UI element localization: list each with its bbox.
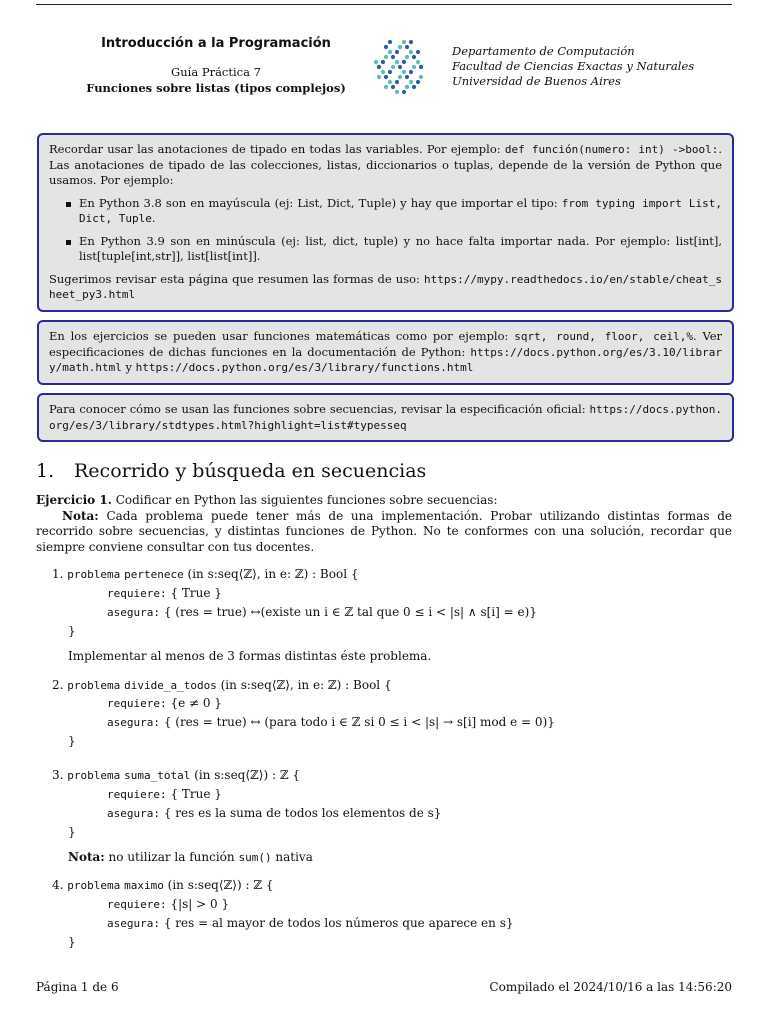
problem-4-close: } bbox=[68, 935, 76, 949]
requires-keyword: requiere: bbox=[107, 788, 167, 801]
exercise-text: Codificar en Python las siguientes funciones sobre secuencias: bbox=[115, 493, 498, 507]
section-title: Recorrido y búsqueda en secuencias bbox=[74, 460, 427, 482]
problem-4-signature bbox=[52, 878, 274, 892]
math-functions-text bbox=[49, 329, 722, 376]
math-doc-link[interactable]: https://docs.python.org/es/3.10/library/math.html bbox=[49, 345, 722, 374]
problem-keyword: problema bbox=[67, 679, 121, 692]
problem-keyword: problema bbox=[67, 769, 121, 782]
problem-2-close: } bbox=[68, 734, 76, 748]
bullet-python38-end: . bbox=[151, 211, 156, 225]
section-number: 1. bbox=[36, 460, 55, 482]
problem-1-close: } bbox=[68, 624, 76, 638]
problem-3-ensures-value: { res es la suma de todos los elementos de s} bbox=[163, 806, 442, 820]
problem-3-note-end: nativa bbox=[271, 850, 313, 864]
department-name: Departamento de Computación bbox=[452, 44, 635, 58]
problem-1-note: Implementar al menos de 3 formas distintas éste problema. bbox=[68, 649, 432, 663]
university-logo bbox=[372, 38, 428, 98]
guide-subtitle: Funciones sobre listas (tipos complejos) bbox=[86, 81, 346, 95]
problem-3-note-code: sum() bbox=[238, 851, 272, 864]
bullet-python38-code: from typing import List, Dict, Tuple bbox=[79, 196, 722, 225]
requires-keyword: requiere: bbox=[107, 898, 167, 911]
problem-3-note bbox=[68, 850, 313, 864]
header-right bbox=[452, 44, 694, 89]
problem-2-params: (in s:seq⟨ℤ⟩, in e: ℤ) : Bool { bbox=[216, 678, 392, 692]
exercise-statement bbox=[36, 493, 732, 509]
cheatsheet-link[interactable]: https://mypy.readthedocs.io/en/stable/cheat_sheet_py3.html bbox=[49, 272, 722, 301]
math-text-b: . Ver especificaciones de dichas funciones en la documentación de Python: bbox=[49, 329, 723, 359]
ensures-keyword: asegura: bbox=[107, 716, 160, 729]
cheatsheet-suggestion bbox=[49, 272, 722, 303]
problem-3-name: suma_total bbox=[124, 769, 191, 782]
bullet-python38 bbox=[79, 196, 722, 227]
ensures-keyword: asegura: bbox=[107, 917, 160, 930]
problem-2-name: divide_a_todos bbox=[124, 679, 217, 692]
problem-4-requires-value: {|s| > 0 } bbox=[170, 897, 230, 911]
sequences-text bbox=[49, 402, 722, 433]
problem-4-requires bbox=[107, 897, 229, 911]
exercise-intro bbox=[36, 493, 732, 555]
problem-2-signature bbox=[52, 678, 392, 692]
typing-intro-text: Recordar usar las anotaciones de tipado en todas las variables. Por ejemplo: bbox=[49, 142, 505, 156]
problem-2-ensures-value: { (res = true) ↔ (para todo i ∈ ℤ si 0 ≤ i < |s| → s[i] mod e = 0)} bbox=[163, 715, 555, 729]
exercise-note bbox=[36, 509, 732, 556]
problem-4-name: maximo bbox=[124, 879, 164, 892]
problem-3-requires-value: { True } bbox=[170, 787, 222, 801]
problem-1-requires bbox=[107, 586, 222, 600]
requires-keyword: requiere: bbox=[107, 587, 167, 600]
header-left bbox=[86, 36, 346, 95]
section-heading bbox=[36, 460, 426, 482]
problem-3-number: 3. bbox=[52, 768, 64, 782]
top-rule bbox=[36, 4, 732, 5]
problem-3-note-label: Nota: bbox=[68, 850, 105, 864]
problem-3-requires bbox=[107, 787, 222, 801]
problem-1-name: pertenece bbox=[124, 568, 184, 581]
requires-keyword: requiere: bbox=[107, 697, 167, 710]
problem-4-params: (in s:seq⟨ℤ⟩) : ℤ { bbox=[163, 878, 274, 892]
course-title: Introducción a la Programación bbox=[101, 36, 331, 51]
problem-3-note-text: no utilizar la función bbox=[104, 850, 239, 864]
problem-2-ensures bbox=[107, 715, 555, 729]
problem-keyword: problema bbox=[67, 879, 121, 892]
guide-number: Guía Práctica 7 bbox=[171, 65, 261, 79]
math-text-a: En los ejercicios se pueden usar funciones matemáticas como por ejemplo: bbox=[49, 329, 515, 343]
exercise-note-text: Cada problema puede tener más de una implementación. Probar utilizando distintas formas de recorrido sobre secuencias, y distintas funciones de Python. No te conformes con una solución, recordar que siempre conviene consultar con tus docentes. bbox=[36, 508, 732, 554]
math-text-c: y bbox=[121, 360, 136, 374]
typing-note-box bbox=[37, 133, 734, 312]
problem-3-close: } bbox=[68, 825, 76, 839]
ensures-keyword: asegura: bbox=[107, 606, 160, 619]
problem-1-ensures-value: { (res = true) ↔(existe un i ∈ ℤ tal que 0 ≤ i < |s| ∧ s[i] = e)} bbox=[163, 605, 537, 619]
bullet-python39: En Python 3.9 son en minúscula (ej: list, dict, tuple) y no hace falta importar nada. Por ejemplo: list[int], list[tuple[int,str]], list[list[int]]. bbox=[79, 233, 722, 263]
problem-4-ensures bbox=[107, 916, 514, 930]
math-func-list: sqrt, round, floor, ceil,% bbox=[514, 330, 693, 343]
problem-keyword: problema bbox=[67, 568, 121, 581]
problem-4-number: 4. bbox=[52, 878, 64, 892]
bullet-python38-text: En Python 3.8 son en mayúscula (ej: List, Dict, Tuple) y hay que importar el tipo: bbox=[79, 195, 562, 210]
problem-1-number: 1. bbox=[52, 567, 64, 581]
typing-intro-text-2: . Las anotaciones de tipado de las colecciones, listas, diccionarios o tuplas, depende de la versión de Python que usamos. Por ejemplo: bbox=[49, 142, 723, 187]
typing-bullets bbox=[49, 196, 722, 265]
problem-3-ensures bbox=[107, 806, 441, 820]
problem-3-signature bbox=[52, 768, 300, 782]
faculty-name: Facultad de Ciencias Exactas y Naturales bbox=[452, 59, 695, 73]
problem-1-signature bbox=[52, 567, 358, 581]
typing-intro bbox=[49, 142, 722, 189]
cheatsheet-text: Sugerimos revisar esta página que resumen las formas de uso: bbox=[49, 271, 424, 286]
stdtypes-link[interactable]: https://docs.python.org/es/3/library/stdtypes.html?highlight=list#typesseq bbox=[49, 403, 722, 432]
exercise-note-label: Nota: bbox=[62, 508, 99, 523]
problem-2-requires bbox=[107, 696, 222, 710]
sequences-text-a: Para conocer cómo se usan las funciones sobre secuencias, revisar la especificación oficial: bbox=[49, 402, 590, 416]
compiled-timestamp: Compilado el 2024/10/16 a las 14:56:20 bbox=[489, 980, 732, 994]
sequences-box bbox=[37, 393, 734, 442]
problem-1-requires-value: { True } bbox=[170, 586, 222, 600]
problem-1-params: (in s:seq⟨ℤ⟩, in e: ℤ) : Bool { bbox=[183, 567, 359, 581]
problem-4-ensures-value: { res = al mayor de todos los números que aparece en s} bbox=[163, 916, 514, 930]
problem-3-params: (in s:seq⟨ℤ⟩) : ℤ { bbox=[190, 768, 301, 782]
math-functions-box bbox=[37, 320, 734, 385]
ensures-keyword: asegura: bbox=[107, 807, 160, 820]
functions-doc-link[interactable]: https://docs.python.org/es/3/library/functions.html bbox=[135, 361, 474, 374]
page-number: Página 1 de 6 bbox=[36, 980, 119, 994]
problem-2-number: 2. bbox=[52, 678, 64, 692]
university-name: Universidad de Buenos Aires bbox=[452, 74, 621, 88]
problem-2-requires-value: {e ≠ 0 } bbox=[170, 696, 222, 710]
problem-1-ensures bbox=[107, 605, 537, 619]
exercise-label: Ejercicio 1. bbox=[36, 493, 112, 507]
typing-intro-code: def función(numero: int) ->bool: bbox=[504, 143, 719, 156]
